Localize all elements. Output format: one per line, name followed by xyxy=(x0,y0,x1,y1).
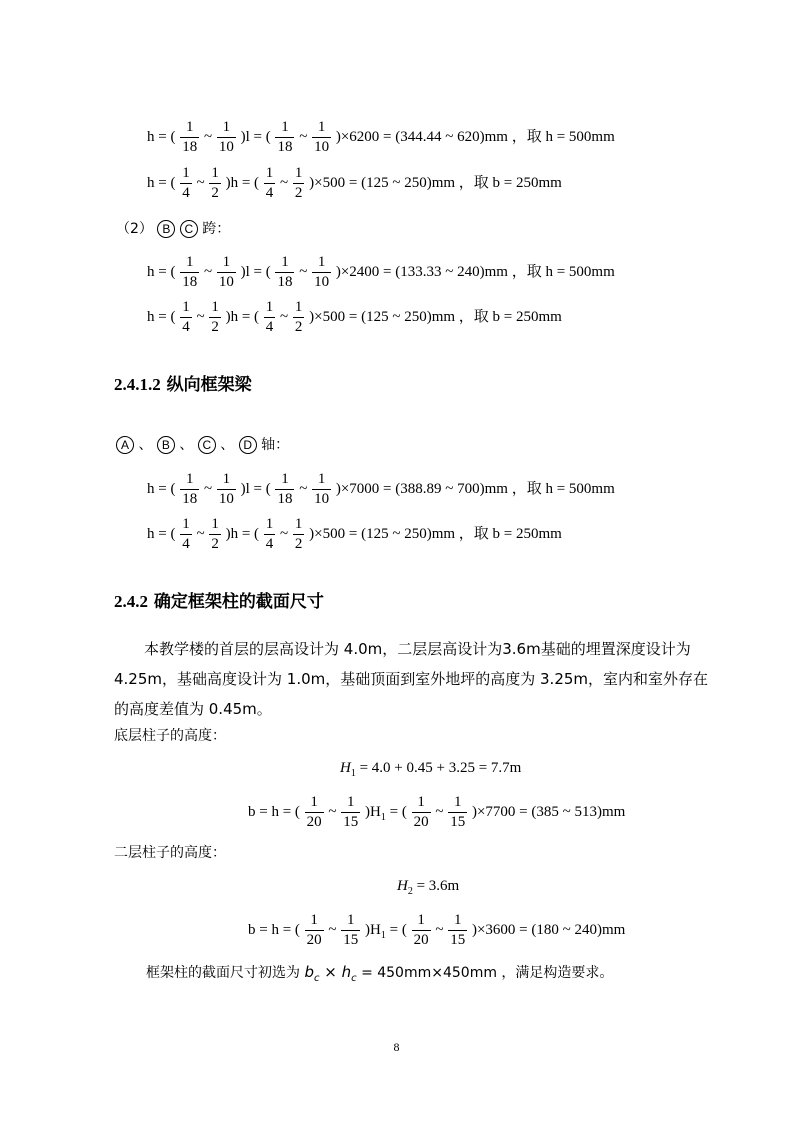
beam3-formula-h: h = ( $\frac{1}{18}$ ~ $\frac{1}{10}$ )l = ( $\frac{1}{18}$ ~ $\frac{1}{10}$ )×7000 = (388.89 ~ 700)mm ，取 h = 500mm xyxy=(147,471,615,507)
column1-formula: b = h = ( $\frac{1}{20}$ ~ $\frac{1}{15}$ )$H_1$ = ( $\frac{1}{20}$ ~ $\frac{1}{15}$ )×7700 = (385 ~ 513)mm xyxy=(248,794,626,830)
axis-b-marker: B xyxy=(157,220,175,238)
column2-formula: b = h = ( $\frac{1}{20}$ ~ $\frac{1}{15}$ )$H_1$ = ( $\frac{1}{20}$ ~ $\frac{1}{15}$ )×3600 = (180 ~ 240)mm xyxy=(248,912,626,948)
h2-formula: $H_2 = 3.6m$ xyxy=(397,878,460,897)
beam1-formula-h: h = ( $\frac{1}{18}$ ~ $\frac{1}{10}$ )l = ( $\frac{1}{18}$ ~ $\frac{1}{10}$ )×6200 = (344.44 ~ 620)mm ，取 h = 500mm xyxy=(147,119,615,155)
axis-c-marker: C xyxy=(180,220,198,238)
h1-formula: $H_1 = 4.0 + 0.45 + 3.25 = 7.7m$ xyxy=(340,760,522,779)
beam1-formula-b: h = ( $\frac{1}{4}$ ~ $\frac{1}{2}$ )h = ( $\frac{1}{4}$ ~ $\frac{1}{2}$ )×500 = (125 ~ 250)mm ，取 b = 250mm xyxy=(147,165,562,201)
section-heading-column-size: 2.4.2 确定框架柱的截面尺寸 xyxy=(114,592,324,612)
beam3-formula-b: h = ( $\frac{1}{4}$ ~ $\frac{1}{2}$ )h = ( $\frac{1}{4}$ ~ $\frac{1}{2}$ )×500 = (125 ~ 250)mm ，取 b = 250mm xyxy=(147,516,562,552)
beam2-formula-h: h = ( $\frac{1}{18}$ ~ $\frac{1}{10}$ )l = ( $\frac{1}{18}$ ~ $\frac{1}{10}$ )×2400 = (133.33 ~ 240)mm ，取 h = 500mm xyxy=(147,254,615,290)
span2-label: （2） B C 跨： xyxy=(116,221,231,237)
axes-label: A 、 B 、 C 、 D 轴： xyxy=(116,434,289,454)
axis-a-marker: A xyxy=(116,436,134,454)
second-column-label: 二层柱子的高度： xyxy=(114,845,226,861)
body-paragraph: 本教学楼的首层的层高设计为 4.0m，二层层高设计为3.6m基础的埋置深度设计为 4.25m，基础高度设计为 1.0m，基础顶面到室外地坪的高度为 3.25m，室内和室外存在的高度差值为 0.45m。 xyxy=(114,640,709,718)
section-heading-longitudinal-beam: 2.4.1.2 纵向框架梁 xyxy=(114,375,252,395)
axis-b-marker: B xyxy=(157,436,175,454)
beam2-formula-b: h = ( $\frac{1}{4}$ ~ $\frac{1}{2}$ )h = ( $\frac{1}{4}$ ~ $\frac{1}{2}$ )×500 = (125 ~ 250)mm ，取 b = 250mm xyxy=(147,299,562,335)
conclusion-text: 框架柱的截面尺寸初选为 $b_c \times h_c = 450mm\times 450mm$ ，满足构造要求。 xyxy=(146,963,614,984)
bottom-column-label: 底层柱子的高度： xyxy=(114,728,226,744)
page-number: 8 xyxy=(393,1040,400,1054)
axis-c-marker: C xyxy=(198,436,216,454)
axis-d-marker: D xyxy=(239,436,257,454)
